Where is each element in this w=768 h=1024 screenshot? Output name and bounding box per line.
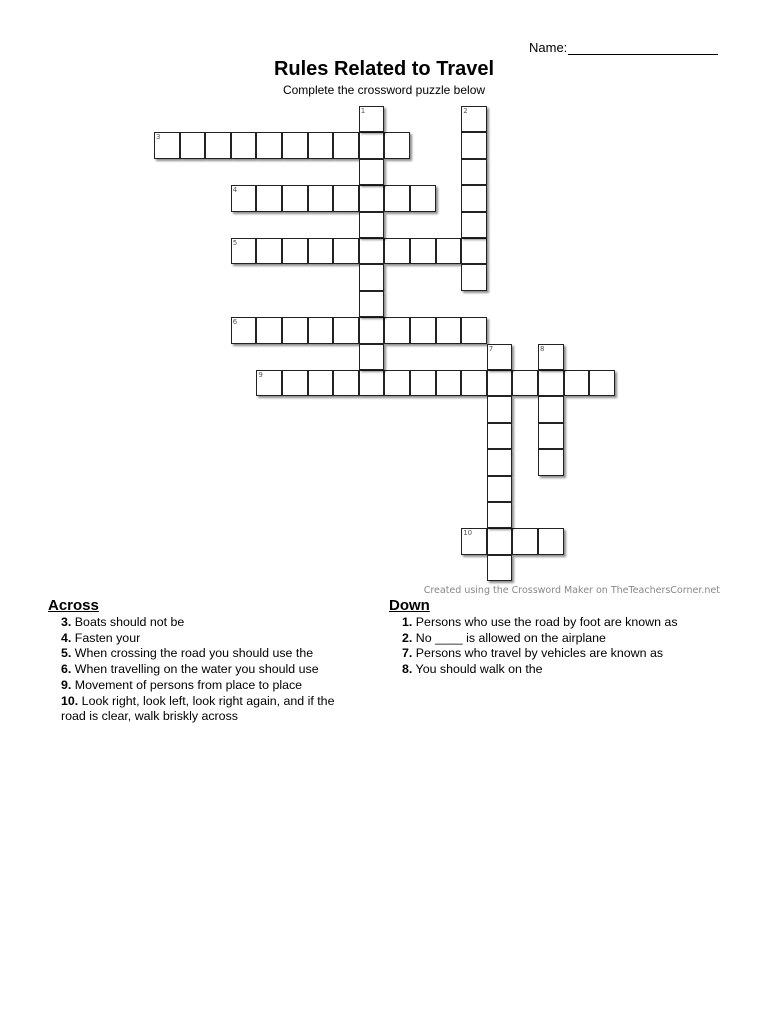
- crossword-cell[interactable]: [333, 185, 359, 211]
- crossword-cell[interactable]: [512, 370, 538, 396]
- crossword-cell[interactable]: [359, 238, 385, 264]
- crossword-cell[interactable]: [359, 264, 385, 290]
- crossword-cell[interactable]: [384, 132, 410, 158]
- crossword-cell[interactable]: [180, 132, 206, 158]
- crossword-cell[interactable]: [282, 185, 308, 211]
- crossword-cell[interactable]: [410, 317, 436, 343]
- down-clue-list: [389, 615, 719, 678]
- clue-text: Persons who travel by vehicles are known as: [412, 646, 664, 661]
- crossword-cell[interactable]: [487, 528, 513, 554]
- crossword-cell[interactable]: [410, 238, 436, 264]
- crossword-cell[interactable]: [538, 423, 564, 449]
- crossword-cell[interactable]: [308, 185, 334, 211]
- crossword-cell[interactable]: [487, 555, 513, 581]
- clue-number: 8.: [402, 662, 413, 677]
- clue-number: 2: [463, 107, 468, 115]
- clue-text: Movement of persons from place to place: [71, 677, 303, 692]
- clue-number: 1: [360, 107, 366, 115]
- crossword-cell[interactable]: [256, 370, 282, 396]
- clue-number: 4.: [61, 630, 72, 645]
- across-heading: Across: [48, 597, 99, 614]
- crossword-cell[interactable]: [589, 370, 615, 396]
- crossword-cell[interactable]: [461, 159, 487, 185]
- clue-number: 1.: [402, 615, 413, 629]
- crossword-cell[interactable]: [461, 528, 487, 554]
- crossword-cell[interactable]: [359, 291, 385, 317]
- crossword-cell[interactable]: [461, 106, 487, 132]
- clue-text: When crossing the road you should use the: [71, 646, 314, 661]
- crossword-cell[interactable]: [359, 106, 385, 132]
- clue-text: When travelling on the water you should use: [71, 662, 319, 677]
- crossword-cell[interactable]: [333, 238, 359, 264]
- crossword-cell[interactable]: [282, 370, 308, 396]
- crossword-cell[interactable]: [333, 317, 359, 343]
- down-clues: [389, 597, 719, 678]
- crossword-cell[interactable]: [205, 132, 231, 158]
- crossword-cell[interactable]: [410, 185, 436, 211]
- crossword-cell[interactable]: [256, 132, 282, 158]
- crossword-cell[interactable]: [538, 449, 564, 475]
- crossword-cell[interactable]: [359, 344, 385, 370]
- crossword-cell[interactable]: [384, 185, 410, 211]
- down-clue-item: [402, 631, 719, 647]
- across-clues: [48, 597, 358, 725]
- crossword-cell[interactable]: [308, 238, 334, 264]
- crossword-cell[interactable]: [487, 370, 513, 396]
- crossword-cell[interactable]: [333, 370, 359, 396]
- crossword-cell[interactable]: [231, 317, 257, 343]
- crossword-cell[interactable]: [231, 185, 257, 211]
- crossword-cell[interactable]: [461, 238, 487, 264]
- crossword-cell[interactable]: [487, 344, 513, 370]
- clue-number: 7: [488, 344, 494, 353]
- crossword-cell[interactable]: [538, 528, 564, 554]
- credit-text: Created using the Crossword Maker on TheTeachersCorner.net: [423, 585, 720, 596]
- crossword-cell[interactable]: [359, 212, 385, 238]
- crossword-cell[interactable]: [487, 423, 513, 449]
- crossword-cell[interactable]: [538, 344, 564, 370]
- clue-text: No ____ is allowed on the airplane: [412, 630, 606, 645]
- clue-number: 9: [258, 371, 263, 379]
- crossword-cell[interactable]: [436, 238, 462, 264]
- clue-number: 9.: [61, 677, 72, 692]
- across-clue-item: [61, 694, 358, 725]
- crossword-cell[interactable]: [308, 370, 334, 396]
- crossword-cell[interactable]: [436, 317, 462, 343]
- page-subtitle: Complete the crossword puzzle below: [282, 83, 486, 97]
- crossword-cell[interactable]: [308, 317, 334, 343]
- crossword-cell[interactable]: [333, 132, 359, 158]
- crossword-cell[interactable]: [256, 238, 282, 264]
- crossword-cell[interactable]: [512, 528, 538, 554]
- crossword-cell[interactable]: [256, 317, 282, 343]
- clue-number: 5: [232, 239, 238, 247]
- page-title: Rules Related to Travel: [273, 58, 495, 80]
- clue-text: Fasten your: [71, 630, 141, 645]
- crossword-cell[interactable]: [384, 370, 410, 396]
- crossword-cell[interactable]: [359, 317, 385, 343]
- crossword-cell[interactable]: [461, 317, 487, 343]
- crossword-cell[interactable]: [538, 370, 564, 396]
- crossword-cell[interactable]: [282, 238, 308, 264]
- clue-number: 6.: [61, 662, 72, 677]
- across-clue-item: [61, 678, 358, 694]
- crossword-cell[interactable]: [487, 396, 513, 422]
- crossword-cell[interactable]: [538, 396, 564, 422]
- across-clue-list: [48, 615, 358, 725]
- crossword-cell[interactable]: [564, 370, 590, 396]
- crossword-cell[interactable]: [282, 317, 308, 343]
- clue-number: 8: [540, 344, 545, 353]
- crossword-cell[interactable]: [256, 185, 282, 211]
- clue-number: 3.: [61, 615, 72, 629]
- clue-text: Persons who use the road by foot are known as: [412, 615, 678, 629]
- across-clue-item: [61, 646, 358, 662]
- clue-number: 6: [232, 318, 238, 327]
- clue-number: 5.: [61, 646, 72, 661]
- crossword-cell[interactable]: [154, 132, 180, 158]
- crossword-cell[interactable]: [436, 370, 462, 396]
- clue-number: 4: [232, 186, 238, 195]
- crossword-cell[interactable]: [384, 238, 410, 264]
- down-clue-item: [402, 662, 719, 678]
- clue-text: You should walk on the: [412, 662, 543, 677]
- crossword-cell[interactable]: [231, 132, 257, 158]
- crossword-cell[interactable]: [359, 159, 385, 185]
- crossword-cell[interactable]: [461, 185, 487, 211]
- crossword-cell[interactable]: [359, 132, 385, 158]
- crossword-cell[interactable]: [461, 370, 487, 396]
- crossword-cell[interactable]: [308, 132, 334, 158]
- across-clue-item: [61, 631, 358, 647]
- crossword-cell[interactable]: [282, 132, 308, 158]
- clue-number: 7.: [402, 646, 413, 661]
- clue-number: 10: [463, 529, 473, 538]
- across-clue-item: [61, 615, 358, 631]
- down-heading: Down: [389, 597, 430, 614]
- crossword-cell[interactable]: [487, 502, 513, 528]
- crossword-cell[interactable]: [410, 370, 436, 396]
- crossword-cell[interactable]: [461, 212, 487, 238]
- name-label: Name:: [529, 40, 568, 55]
- crossword-cell[interactable]: [461, 132, 487, 158]
- crossword-cell[interactable]: [359, 185, 385, 211]
- across-clue-item: [61, 662, 358, 678]
- clue-text: Boats should not be: [71, 615, 185, 629]
- crossword-cell[interactable]: [231, 238, 257, 264]
- crossword-cell[interactable]: [384, 317, 410, 343]
- crossword-cell[interactable]: [461, 264, 487, 290]
- clue-number: 10.: [61, 693, 79, 708]
- down-clue-item: [402, 615, 719, 631]
- clue-number: 3: [156, 133, 161, 142]
- down-clue-item: [402, 646, 719, 662]
- clue-text: Look right, look left, look right again, and if the road is clear, walk briskly across: [61, 693, 335, 724]
- crossword-cell[interactable]: [359, 370, 385, 396]
- clue-number: 2.: [402, 630, 413, 645]
- crossword-cell[interactable]: [487, 476, 513, 502]
- crossword-cell[interactable]: [487, 449, 513, 475]
